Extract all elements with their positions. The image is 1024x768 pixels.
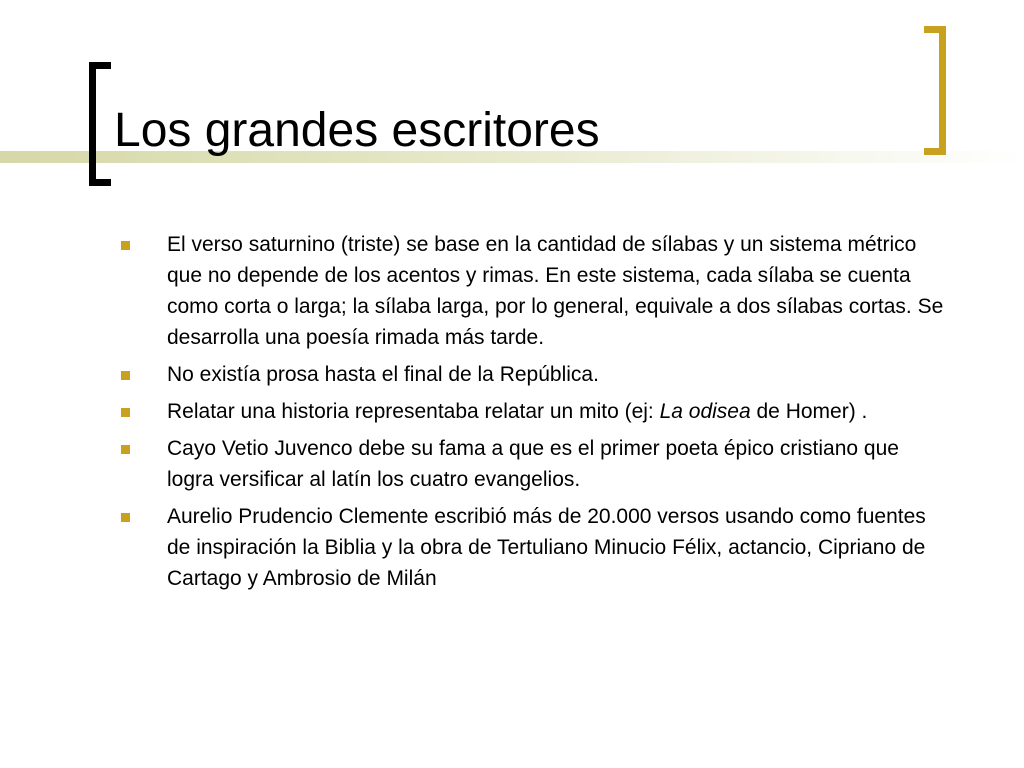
bullet-text-after: de Homer) . [750, 400, 868, 423]
bullet-item [118, 396, 948, 427]
bullet-text: Aurelio Prudencio Clemente escribió más de 20.000 versos usando como fuentes de inspiración la Biblia y la obra de Tertuliano Minucio Félix, actancio, Cipriano de Cartago y Ambrosio de Milán [167, 505, 926, 590]
square-bullet-icon [121, 445, 130, 454]
square-bullet-icon [121, 241, 130, 250]
left-bracket-decoration [89, 62, 111, 186]
bullet-list [118, 229, 948, 600]
slide-title: Los grandes escritores [114, 104, 600, 157]
square-bullet-icon [121, 408, 130, 417]
bullet-text-before: Relatar una historia representaba relatar un mito (ej: [167, 400, 660, 423]
book-title: La odisea [659, 400, 751, 423]
bullet-item [118, 359, 948, 390]
bullet-text: No existía prosa hasta el final de la República. [167, 363, 599, 386]
bullet-item [118, 229, 948, 353]
square-bullet-icon [121, 371, 130, 380]
bullet-text: Cayo Vetio Juvenco debe su fama a que es el primer poeta épico cristiano que logra versificar al latín los cuatro evangelios. [167, 437, 899, 491]
bullet-item [118, 501, 948, 594]
right-bracket-decoration [924, 26, 946, 155]
bullet-item [118, 433, 948, 495]
square-bullet-icon [121, 513, 130, 522]
bullet-text: El verso saturnino (triste) se base en la cantidad de sílabas y un sistema métrico que no depende de los acentos y rimas. En este sistema, cada sílaba se cuenta como corta o larga; la sílaba larga, por lo general, equivale a dos sílabas cortas. Se desarrolla una poesía rimada más tarde. [167, 233, 944, 349]
